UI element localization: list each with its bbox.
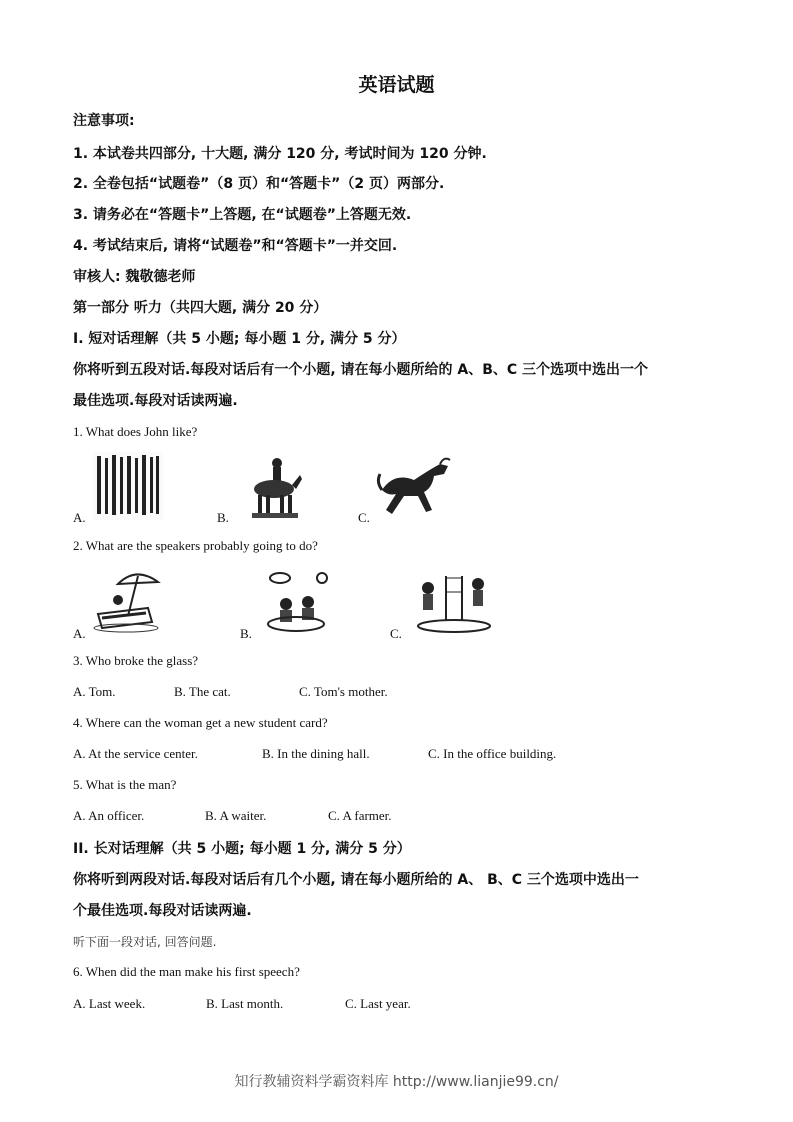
q6-option-b: B. Last month. — [206, 996, 284, 1011]
question-4: 4. Where can the woman get a new student card? — [73, 715, 328, 730]
notice-item-1: 1. 本试卷共四部分, 十大题, 满分 120 分, 考试时间为 120 分钟. — [73, 146, 487, 162]
q3-option-c: C. Tom's mother. — [299, 684, 388, 699]
notice-item-2: 2. 全卷包括“试题卷”（8 页）和“答题卡”（2 页）两部分. — [73, 176, 445, 192]
badminton-players-image — [410, 562, 495, 634]
kids-playing-image — [258, 568, 333, 634]
question-6: 6. When did the man make his first speech? — [73, 964, 300, 979]
section2-instruction-1: 你将听到两段对话.每段对话后有几个小题, 请在每小题所给的 A、 B、C 三个选项中选出一 — [73, 872, 639, 888]
q5-option-c: C. A farmer. — [328, 808, 392, 823]
page-title: 英语试题 — [358, 74, 435, 96]
section2-sub-instruction: 听下面一段对话, 回答问题. — [73, 935, 217, 949]
q4-option-b: B. In the dining hall. — [262, 746, 370, 761]
q6-option-a: A. Last week. — [73, 996, 146, 1011]
q1-option-b: B. — [217, 510, 229, 525]
q3-option-a: A. Tom. — [73, 684, 116, 699]
q4-option-c: C. In the office building. — [428, 746, 557, 761]
q5-option-b: B. A waiter. — [205, 808, 267, 823]
section1-instruction-2: 最佳选项.每段对话读两遍. — [73, 393, 238, 409]
beach-umbrella-image — [88, 566, 163, 634]
q6-option-c: C. Last year. — [345, 996, 411, 1011]
q2-option-a: A. — [73, 626, 86, 641]
q3-option-b: B. The cat. — [174, 684, 231, 699]
section2-heading: II. 长对话理解（共 5 小题; 每小题 1 分, 满分 5 分） — [73, 841, 411, 857]
q1-option-c: C. — [358, 510, 370, 525]
footer-watermark: 知行教辅资料学霸资料库 http://www.lianjie99.cn/ — [234, 1074, 559, 1090]
section1-instruction-1: 你将听到五段对话.每段对话后有一个小题, 请在每小题所给的 A、B、C 三个选项中选出一个 — [73, 362, 649, 378]
question-3: 3. Who broke the glass? — [73, 653, 199, 668]
part1-heading: 第一部分 听力（共四大题, 满分 20 分） — [73, 300, 328, 316]
section2-instruction-2: 个最佳选项.每段对话读两遍. — [73, 903, 252, 919]
calligraphy-image — [93, 452, 163, 520]
q2-option-c: C. — [390, 626, 402, 641]
q4-option-a: A. At the service center. — [73, 746, 198, 761]
section1-heading: I. 短对话理解（共 5 小题; 每小题 1 分, 满分 5 分） — [73, 331, 406, 347]
question-1: 1. What does John like? — [73, 424, 198, 439]
question-2: 2. What are the speakers probably going to do? — [73, 538, 318, 553]
running-horse-painting-image — [374, 452, 454, 520]
notice-heading: 注意事项: — [73, 113, 135, 129]
horse-rider-statue-image — [244, 455, 304, 520]
notice-item-3: 3. 请务必在“答题卡”上答题, 在“试题卷”上答题无效. — [73, 207, 412, 223]
q5-option-a: A. An officer. — [73, 808, 145, 823]
q2-option-b: B. — [240, 626, 252, 641]
question-5: 5. What is the man? — [73, 777, 177, 792]
notice-item-4: 4. 考试结束后, 请将“试题卷”和“答题卡”一并交回. — [73, 238, 398, 254]
q1-option-a: A. — [73, 510, 86, 525]
reviewer: 审核人: 魏敬德老师 — [73, 269, 196, 285]
